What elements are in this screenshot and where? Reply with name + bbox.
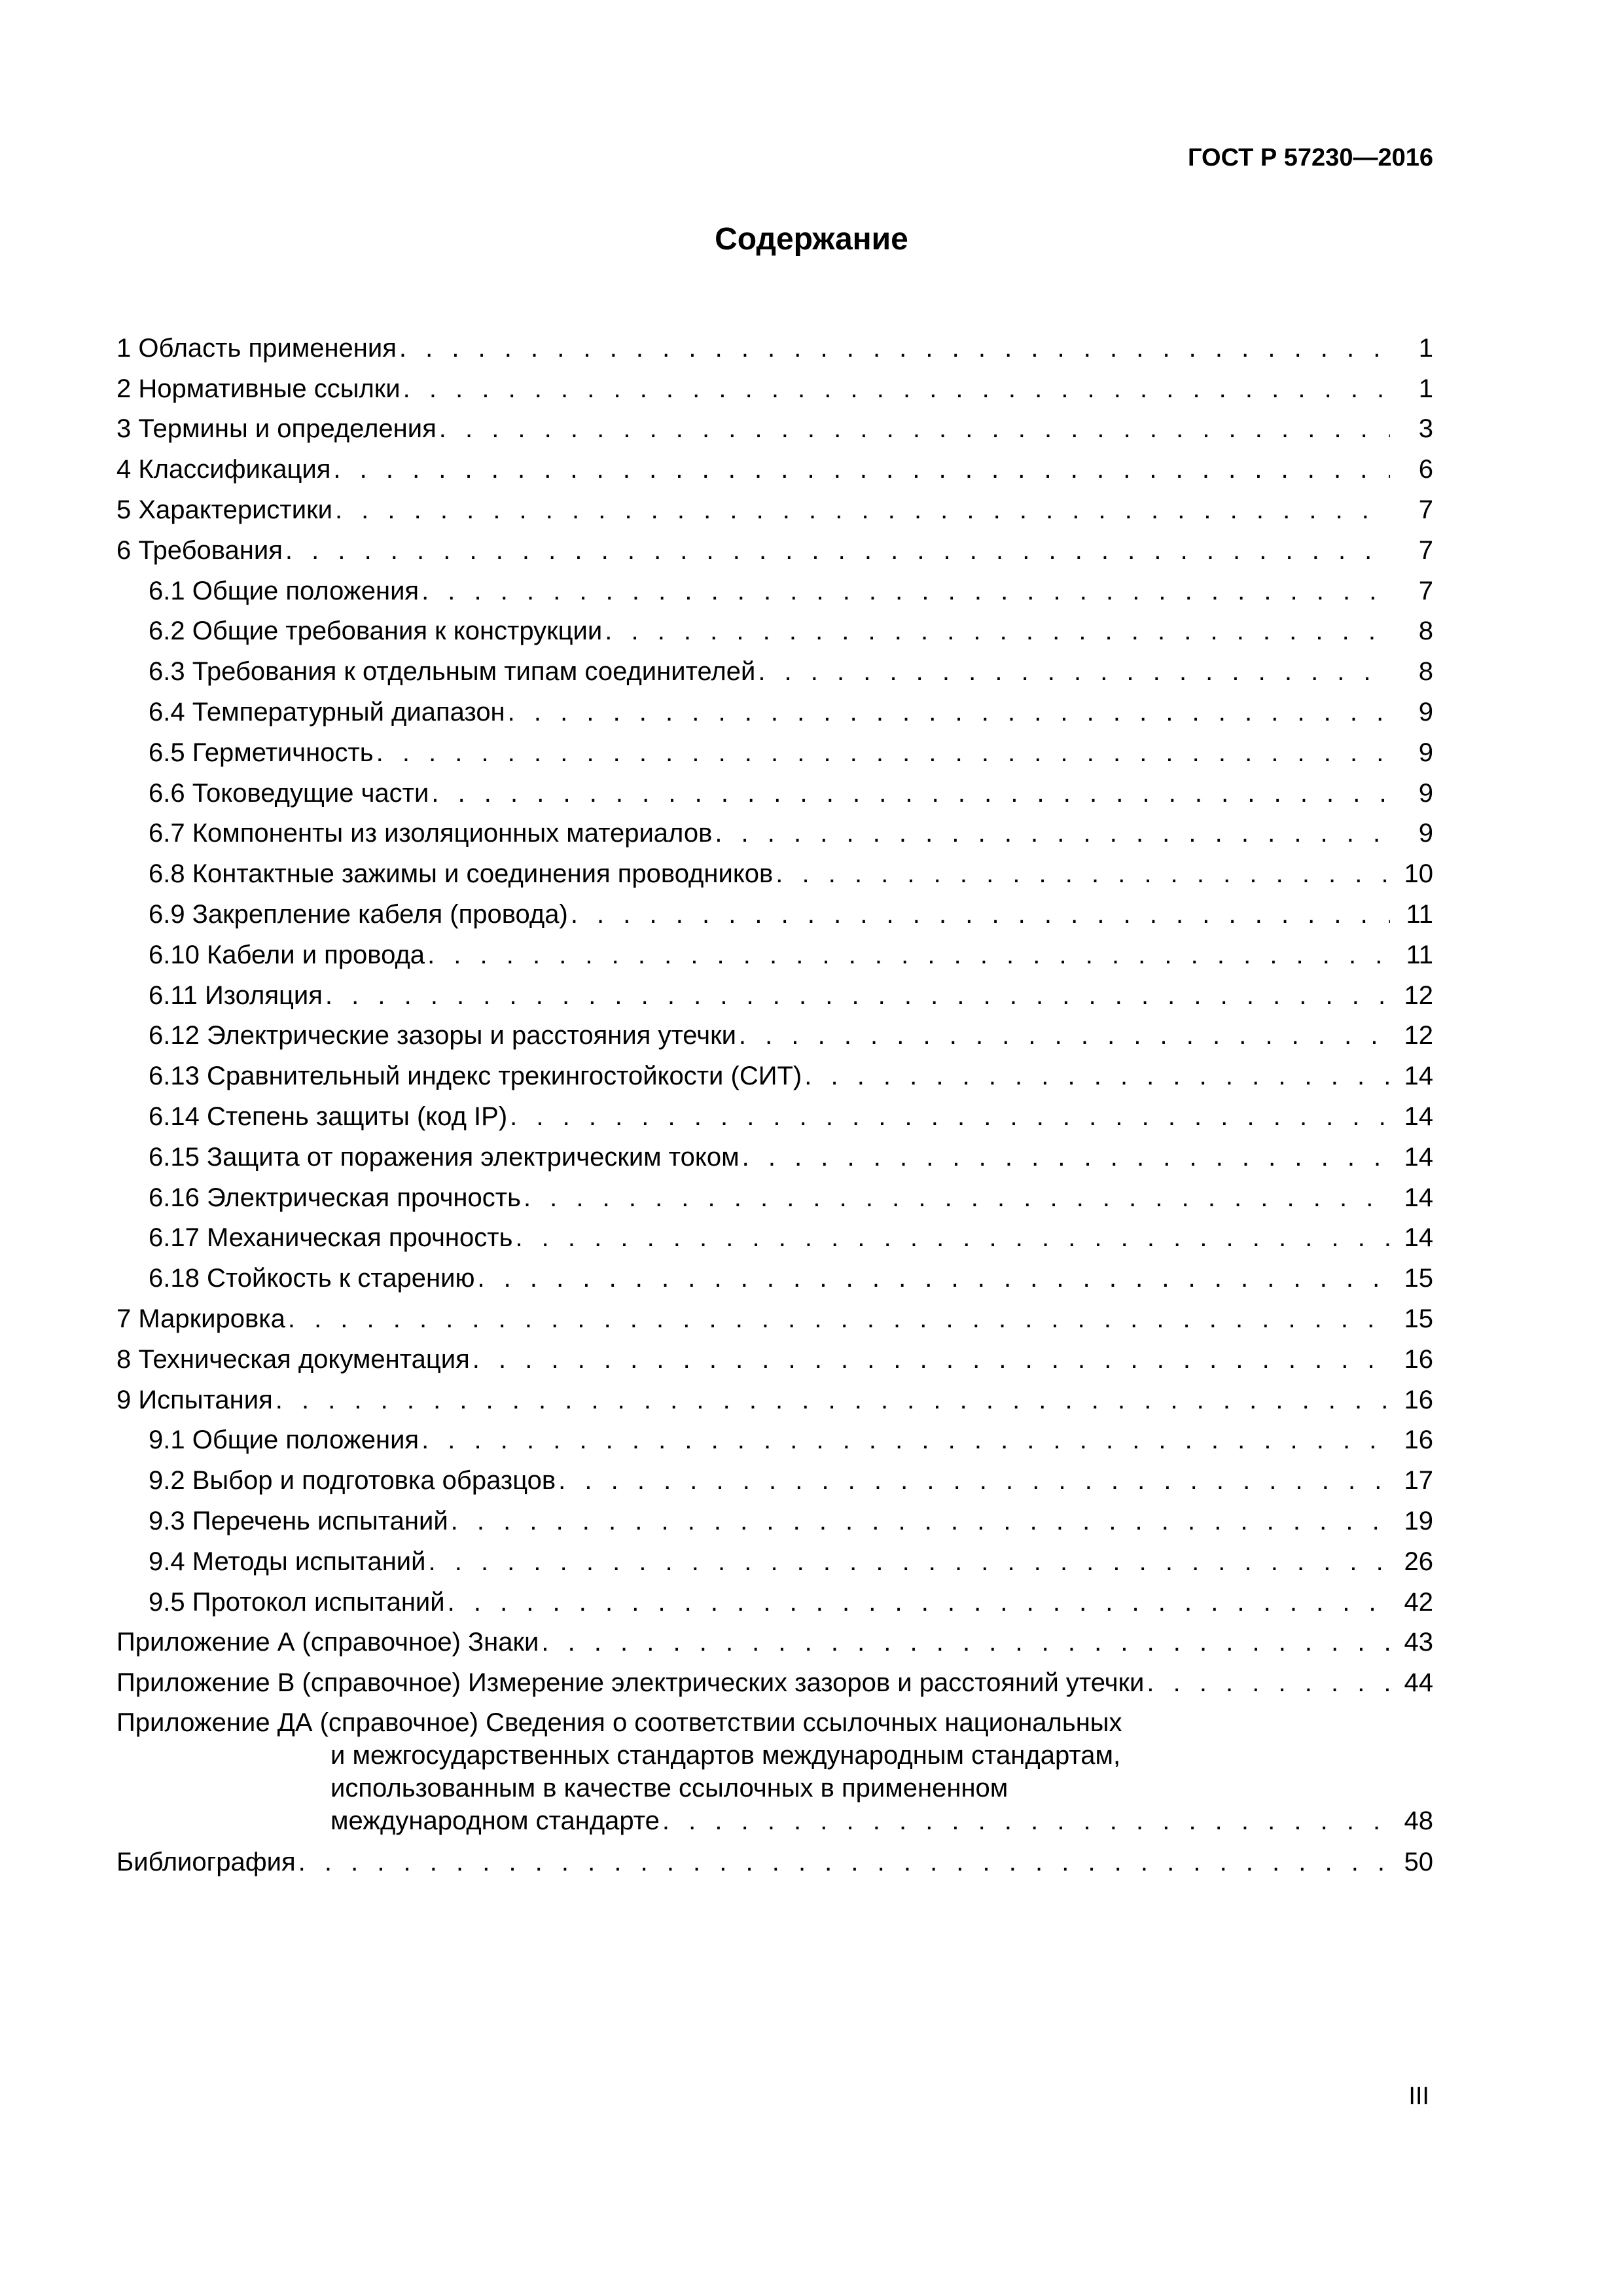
toc-entry-label: 6.16 Электрическая прочность	[149, 1183, 521, 1212]
toc-entry-label: 7 Маркировка	[116, 1304, 285, 1333]
dot-leader	[437, 413, 1390, 444]
toc-entry-page: 14	[1404, 1142, 1433, 1172]
toc-entry-page: 16	[1404, 1385, 1433, 1414]
dot-leader	[568, 899, 1390, 930]
toc-entry-last-line	[116, 1804, 1433, 1837]
toc-entry-label: 1 Область применения	[116, 333, 397, 363]
dot-leader	[285, 1303, 1390, 1335]
toc-entry-label: 4 Классификация	[116, 455, 331, 484]
toc-subentry[interactable]	[116, 728, 1433, 768]
dot-leader	[332, 494, 1390, 526]
toc-subentry[interactable]	[116, 1456, 1433, 1496]
toc-entry-page: 26	[1404, 1547, 1433, 1576]
toc-entry-page: 11	[1406, 940, 1433, 969]
toc-entry-page: 16	[1404, 1344, 1433, 1374]
toc-subentry[interactable]	[116, 1213, 1433, 1254]
toc-subentry[interactable]	[116, 1092, 1433, 1132]
page-number: III	[1408, 2083, 1429, 2110]
toc-entry[interactable]	[116, 404, 1433, 445]
toc-entry-label: 2 Нормативные ссылки	[116, 374, 401, 403]
toc-entry-annex-da[interactable]	[116, 1698, 1433, 1837]
toc-subentry[interactable]	[116, 1173, 1433, 1213]
dot-leader	[448, 1505, 1390, 1537]
toc-entry-label: 9.1 Общие положения	[149, 1426, 419, 1455]
toc-entry[interactable]	[116, 1375, 1433, 1416]
toc-entry-page: 12	[1404, 1021, 1433, 1050]
toc-subentry[interactable]	[116, 647, 1433, 687]
toc-subentry[interactable]	[116, 809, 1433, 850]
dot-leader	[330, 454, 1390, 485]
toc-entry-page: 9	[1418, 738, 1433, 767]
toc-entry-label: 6.7 Компоненты из изоляционных материалов	[149, 819, 713, 848]
toc-entry-page: 15	[1404, 1264, 1433, 1293]
toc-entry-page: 19	[1404, 1506, 1433, 1535]
dot-leader	[507, 1101, 1390, 1132]
toc-subentry[interactable]	[116, 566, 1433, 607]
dot-leader	[740, 1141, 1390, 1173]
toc-entry[interactable]	[116, 1618, 1433, 1659]
toc-entry-label: 6 Требования	[116, 535, 283, 565]
toc-entry-label: 6.13 Сравнительный индекс трекингостойкости (СИТ)	[149, 1062, 802, 1091]
dot-leader	[773, 858, 1390, 889]
toc-entry[interactable]	[116, 1294, 1433, 1335]
toc-entry-label: 6.18 Стойкость к старению	[149, 1264, 475, 1293]
toc-entry-label-continued: и межгосударственных стандартов международным стандартам,	[330, 1741, 1121, 1770]
toc-entry-page: 42	[1404, 1587, 1433, 1617]
dot-leader	[539, 1626, 1390, 1658]
toc-entry-page: 9	[1418, 697, 1433, 726]
toc-entry-label: 6.15 Защита от поражения электрическим током	[149, 1142, 740, 1172]
toc-entry[interactable]	[116, 323, 1433, 364]
toc-entry-label: 9.5 Протокол испытаний	[149, 1587, 445, 1617]
toc-entry-label-continued: использованным в качестве ссылочных в примененном	[330, 1774, 1008, 1803]
dot-leader	[505, 696, 1390, 728]
toc-entry-page: 50	[1404, 1847, 1433, 1876]
toc-entry-page: 43	[1404, 1628, 1433, 1657]
toc-entry-bibliography[interactable]	[116, 1837, 1433, 1878]
toc-subentry[interactable]	[116, 889, 1433, 930]
dot-leader	[425, 939, 1390, 971]
toc-subentry[interactable]	[116, 1577, 1433, 1618]
dot-leader	[283, 535, 1390, 566]
toc-entry-label: Приложение В (справочное) Измерение электрических зазоров и расстояний утечки	[116, 1668, 1145, 1698]
dot-leader	[296, 1846, 1390, 1878]
toc-entry-label: 6.2 Общие требования к конструкции	[149, 617, 603, 646]
toc-entry-page: 12	[1404, 980, 1433, 1010]
dot-leader	[445, 1587, 1390, 1618]
toc-entry-page: 1	[1418, 333, 1433, 363]
toc-entry-page: 10	[1404, 859, 1433, 889]
toc-entry-page: 11	[1406, 899, 1433, 929]
toc-entry-label: 6.6 Токоведущие части	[149, 778, 429, 808]
dot-leader	[755, 656, 1390, 687]
page-title: Содержание	[715, 222, 908, 257]
toc-entry-label: 6.17 Механическая прочность	[149, 1223, 513, 1253]
toc-entry-label: 9.3 Перечень испытаний	[149, 1506, 448, 1535]
document-code: ГОСТ Р 57230—2016	[1188, 144, 1433, 171]
dot-leader	[429, 778, 1390, 809]
toc-entry-page: 8	[1418, 617, 1433, 646]
table-of-contents	[116, 323, 1433, 1878]
toc-entry-label-continued: международном стандарте	[330, 1806, 660, 1836]
toc-subentry[interactable]	[116, 1051, 1433, 1092]
toc-entry-label: 9.4 Методы испытаний	[149, 1547, 426, 1576]
toc-entry-page: 48	[1404, 1806, 1433, 1836]
toc-entry-page: 15	[1404, 1304, 1433, 1333]
dot-leader	[419, 575, 1390, 607]
dot-leader	[556, 1465, 1390, 1496]
toc-entry-label: 6.12 Электрические зазоры и расстояния утечки	[149, 1021, 736, 1050]
toc-entry-label: 6.3 Требования к отдельным типам соединителей	[149, 657, 756, 687]
toc-entry-label: 9.2 Выбор и подготовка образцов	[149, 1466, 556, 1496]
toc-entry[interactable]	[116, 364, 1433, 404]
dot-leader	[602, 615, 1390, 647]
toc-entry-label: 5 Характеристики	[116, 495, 332, 524]
dot-leader	[736, 1020, 1390, 1051]
toc-subentry[interactable]	[116, 849, 1433, 889]
toc-entry-page: 1	[1418, 374, 1433, 403]
toc-entry-page: 16	[1404, 1426, 1433, 1455]
dot-leader	[470, 1344, 1390, 1375]
toc-subentry[interactable]	[116, 687, 1433, 728]
toc-entry-page: 7	[1418, 495, 1433, 524]
toc-subentry[interactable]	[116, 607, 1433, 647]
toc-subentry[interactable]	[116, 1132, 1433, 1173]
toc-entry-label: 6.14 Степень защиты (код IP)	[149, 1102, 508, 1131]
toc-subentry[interactable]	[116, 768, 1433, 809]
dot-leader	[426, 1546, 1391, 1577]
dot-leader	[712, 817, 1390, 849]
toc-subentry[interactable]	[116, 1496, 1433, 1537]
toc-entry-page: 44	[1404, 1668, 1433, 1698]
toc-entry-page: 7	[1418, 535, 1433, 565]
toc-entry[interactable]	[116, 444, 1433, 485]
dot-leader	[1144, 1667, 1390, 1698]
toc-entry[interactable]	[116, 526, 1433, 566]
dot-leader	[660, 1804, 1390, 1837]
toc-entry-page: 14	[1404, 1062, 1433, 1091]
toc-subentry[interactable]	[116, 971, 1433, 1011]
toc-entry-label: 3 Термины и определения	[116, 414, 437, 444]
toc-subentry[interactable]	[116, 930, 1433, 971]
toc-entry-page: 17	[1404, 1466, 1433, 1496]
dot-leader	[512, 1222, 1390, 1253]
toc-entry-label: 6.11 Изоляция	[149, 980, 323, 1010]
toc-subentry[interactable]	[116, 1416, 1433, 1456]
dot-leader	[397, 332, 1390, 364]
toc-entry-label: Приложение А (справочное) Знаки	[116, 1628, 539, 1657]
dot-leader	[273, 1384, 1390, 1416]
toc-entry-page: 9	[1418, 778, 1433, 808]
toc-entry-label: 6.1 Общие положения	[149, 576, 419, 605]
dot-leader	[474, 1263, 1390, 1294]
toc-entry[interactable]	[116, 1335, 1433, 1375]
toc-entry-page: 3	[1418, 414, 1433, 444]
toc-entry-page: 7	[1418, 576, 1433, 605]
toc-entry-page: 8	[1418, 657, 1433, 687]
toc-entry-page: 14	[1404, 1183, 1433, 1212]
toc-subentry[interactable]	[116, 1537, 1433, 1577]
toc-entry[interactable]	[116, 485, 1433, 526]
toc-subentry[interactable]	[116, 1253, 1433, 1294]
toc-entry-label: 8 Техническая документация	[116, 1344, 470, 1374]
toc-entry-label: 6.4 Температурный диапазон	[149, 697, 505, 726]
toc-entry-label: Приложение ДА (справочное) Сведения о соответствии ссылочных национальных	[116, 1708, 1122, 1738]
toc-entry-label: 6.8 Контактные зажимы и соединения проводников	[149, 859, 774, 889]
toc-entry-label: 6.5 Герметичность	[149, 738, 374, 767]
toc-entry-page: 14	[1404, 1223, 1433, 1253]
toc-entry-label: 6.9 Закрепление кабеля (провода)	[149, 899, 568, 929]
toc-entry-label: Библиография	[116, 1847, 296, 1876]
toc-entry-page: 6	[1418, 455, 1433, 484]
dot-leader	[401, 373, 1390, 404]
dot-leader	[374, 737, 1390, 768]
toc-subentry[interactable]	[116, 1011, 1433, 1052]
toc-entry-page: 14	[1404, 1102, 1433, 1131]
dot-leader	[521, 1182, 1390, 1213]
dot-leader	[323, 980, 1390, 1011]
toc-entry-page: 9	[1418, 819, 1433, 848]
toc-entry-label: 9 Испытания	[116, 1385, 273, 1414]
dot-leader	[419, 1424, 1390, 1456]
toc-entry[interactable]	[116, 1658, 1433, 1698]
dot-leader	[802, 1060, 1390, 1092]
toc-entry-label: 6.10 Кабели и провода	[149, 940, 425, 969]
